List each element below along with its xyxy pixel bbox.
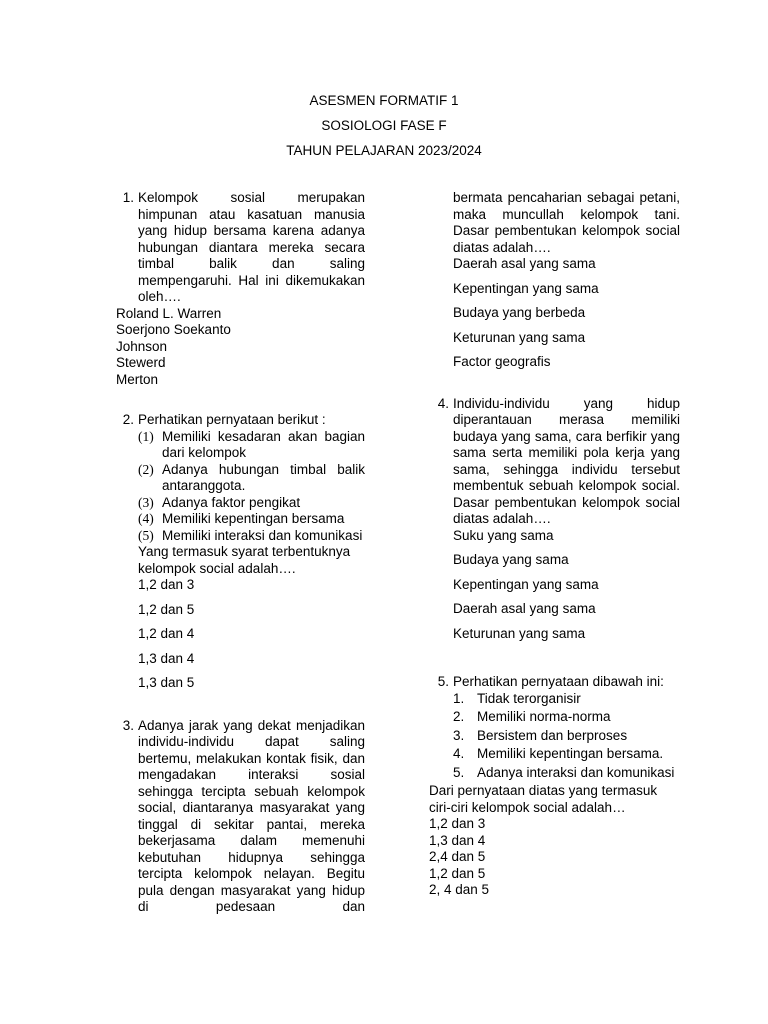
statement-text: Memiliki interaksi dan komunikasi — [162, 527, 363, 543]
statement-text: Bersistem dan berproses — [477, 727, 628, 743]
question-text: Adanya jarak yang dekat menjadikan individu-individu dapat saling bertemu, melakukan kontak fisik, dan mengadakan interaksi sosial sehingga tercipta sebuah kelompok social, diantaranya masyarakat yang tinggal di sekitar pantai, mereka bekerjasama dalam memenuhi kebutuhan hidupnya sehingga tercipta kelompok nelayan. Begitu pula dengan masyarakat yang hidup di pedesaan dan — [138, 717, 365, 914]
statement-number: (4) — [138, 511, 154, 526]
option-d: 1,3 dan 4 — [138, 650, 195, 666]
statement-number: (3) — [138, 494, 154, 510]
statement-number: 5. — [453, 764, 465, 780]
question-number: 2. — [122, 412, 134, 427]
question-3-options — [453, 256, 680, 371]
statement-item — [138, 462, 365, 495]
statement-list — [138, 429, 365, 545]
left-column — [110, 190, 365, 916]
question-number: 3. — [122, 717, 134, 733]
statement-text: Memiliki norma-norma — [477, 709, 611, 724]
question-1-options — [110, 306, 365, 389]
option-c: Johnson — [116, 338, 168, 354]
option-b: Soerjono Soekanto — [116, 322, 231, 337]
option-d: Stewerd — [116, 355, 166, 370]
option-a: 1,2 dan 3 — [429, 816, 486, 831]
option-b: Kepentingan yang sama — [453, 280, 599, 296]
question-4 — [425, 396, 680, 643]
header-year: TAHUN PELAJARAN 2023/2024 — [286, 143, 482, 158]
option-a: 1,2 dan 3 — [138, 577, 195, 592]
header-title: ASESMEN FORMATIF 1 — [309, 93, 459, 108]
statement-item — [453, 691, 680, 708]
question-prompt — [429, 783, 680, 816]
statement-number: (5) — [138, 527, 154, 543]
option-b: Budaya yang sama — [453, 552, 569, 567]
statement-text: Memiliki kepentingan bersama — [162, 511, 345, 526]
statement-list — [453, 691, 680, 782]
option-e: Merton — [116, 371, 159, 387]
statement-item — [138, 511, 365, 528]
option-d: Keturunan yang sama — [453, 329, 586, 345]
question-text-continued: bermata pencaharian sebagai petani, maka muncullah kelompok tani. Dasar pembentukan kelompok social diatas adalah…. — [453, 190, 680, 255]
statement-item — [453, 709, 680, 726]
statement-item — [453, 728, 680, 745]
right-column — [425, 190, 680, 899]
question-text: Kelompok sosial merupakan himpunan atau kasatuan manusia yang hidup bersama karena adanya hubungan diantara mereka secara timbal balik dan saling mempengaruhi. Hal ini dikemukakan oleh…. — [138, 190, 365, 304]
question-3 — [110, 718, 365, 916]
question-1 — [110, 190, 365, 306]
question-number: 1. — [122, 190, 134, 205]
question-text: Individu-individu yang hidup diperantauan merasa memiliki budaya yang sama, cara berfikir yang sama serta memiliki pola kerja yang sama, sehingga individu tersebut membentuk sebuah kelompok social. Dasar pembentukan kelompok social diatas adalah…. — [453, 395, 680, 526]
question-text: Perhatikan pernyataan dibawah ini: — [453, 674, 664, 689]
statement-item — [453, 765, 680, 782]
statement-number: (1) — [138, 428, 154, 444]
option-e: 2, 4 dan 5 — [429, 882, 490, 897]
question-3-continued — [425, 190, 680, 371]
option-e: 1,3 dan 5 — [138, 675, 195, 690]
question-4-options — [453, 528, 680, 643]
statement-number: 1. — [453, 690, 465, 706]
question-number: 4. — [437, 395, 449, 411]
option-a: Roland L. Warren — [116, 305, 222, 321]
option-c: Kepentingan yang sama — [453, 576, 599, 592]
statement-number: 3. — [453, 727, 465, 743]
statement-item — [138, 495, 365, 512]
statement-text: Adanya interaksi dan komunikasi — [477, 764, 675, 780]
statement-number: 4. — [453, 746, 465, 761]
option-c: Budaya yang berbeda — [453, 305, 586, 320]
option-d: 1,2 dan 5 — [429, 865, 486, 881]
statement-item — [453, 746, 680, 763]
statement-item — [138, 429, 365, 462]
question-5-options — [429, 816, 680, 899]
option-a: Daerah asal yang sama — [453, 256, 596, 271]
question-prompt: Yang termasuk syarat terbentuknya kelompok social adalah…. — [138, 544, 351, 576]
statement-text: Memiliki kesadaran akan bagian dari kelompok — [162, 428, 365, 460]
option-d: Daerah asal yang sama — [453, 601, 596, 616]
question-text: Perhatikan pernyataan berikut : — [138, 412, 326, 427]
option-c: 2,4 dan 5 — [429, 849, 486, 864]
question-prompt-text: Dari pernyataan diatas yang termasuk ciri-ciri kelompok social adalah… — [429, 783, 658, 815]
question-2 — [110, 412, 365, 692]
statement-number: 2. — [453, 709, 465, 724]
statement-text: Adanya faktor pengikat — [162, 494, 301, 510]
option-e: Factor geografis — [453, 354, 551, 369]
statement-text: Tidak terorganisir — [477, 690, 581, 706]
statement-number: (2) — [138, 461, 154, 477]
question-5 — [425, 674, 680, 781]
question-2-options — [138, 577, 365, 692]
option-b: 1,3 dan 4 — [429, 832, 486, 848]
statement-text: Memiliki kepentingan bersama. — [477, 746, 664, 761]
header-subject: SOSIOLOGI FASE F — [321, 118, 447, 133]
statement-item — [138, 528, 365, 545]
option-b: 1,2 dan 5 — [138, 601, 195, 617]
question-5-prompt-block — [429, 783, 680, 899]
option-c: 1,2 dan 4 — [138, 626, 195, 641]
option-e: Keturunan yang sama — [453, 625, 586, 641]
option-a: Suku yang sama — [453, 527, 554, 543]
statement-text: Adanya hubungan timbal balik antaranggota. — [162, 461, 365, 493]
question-number: 5. — [437, 674, 449, 689]
